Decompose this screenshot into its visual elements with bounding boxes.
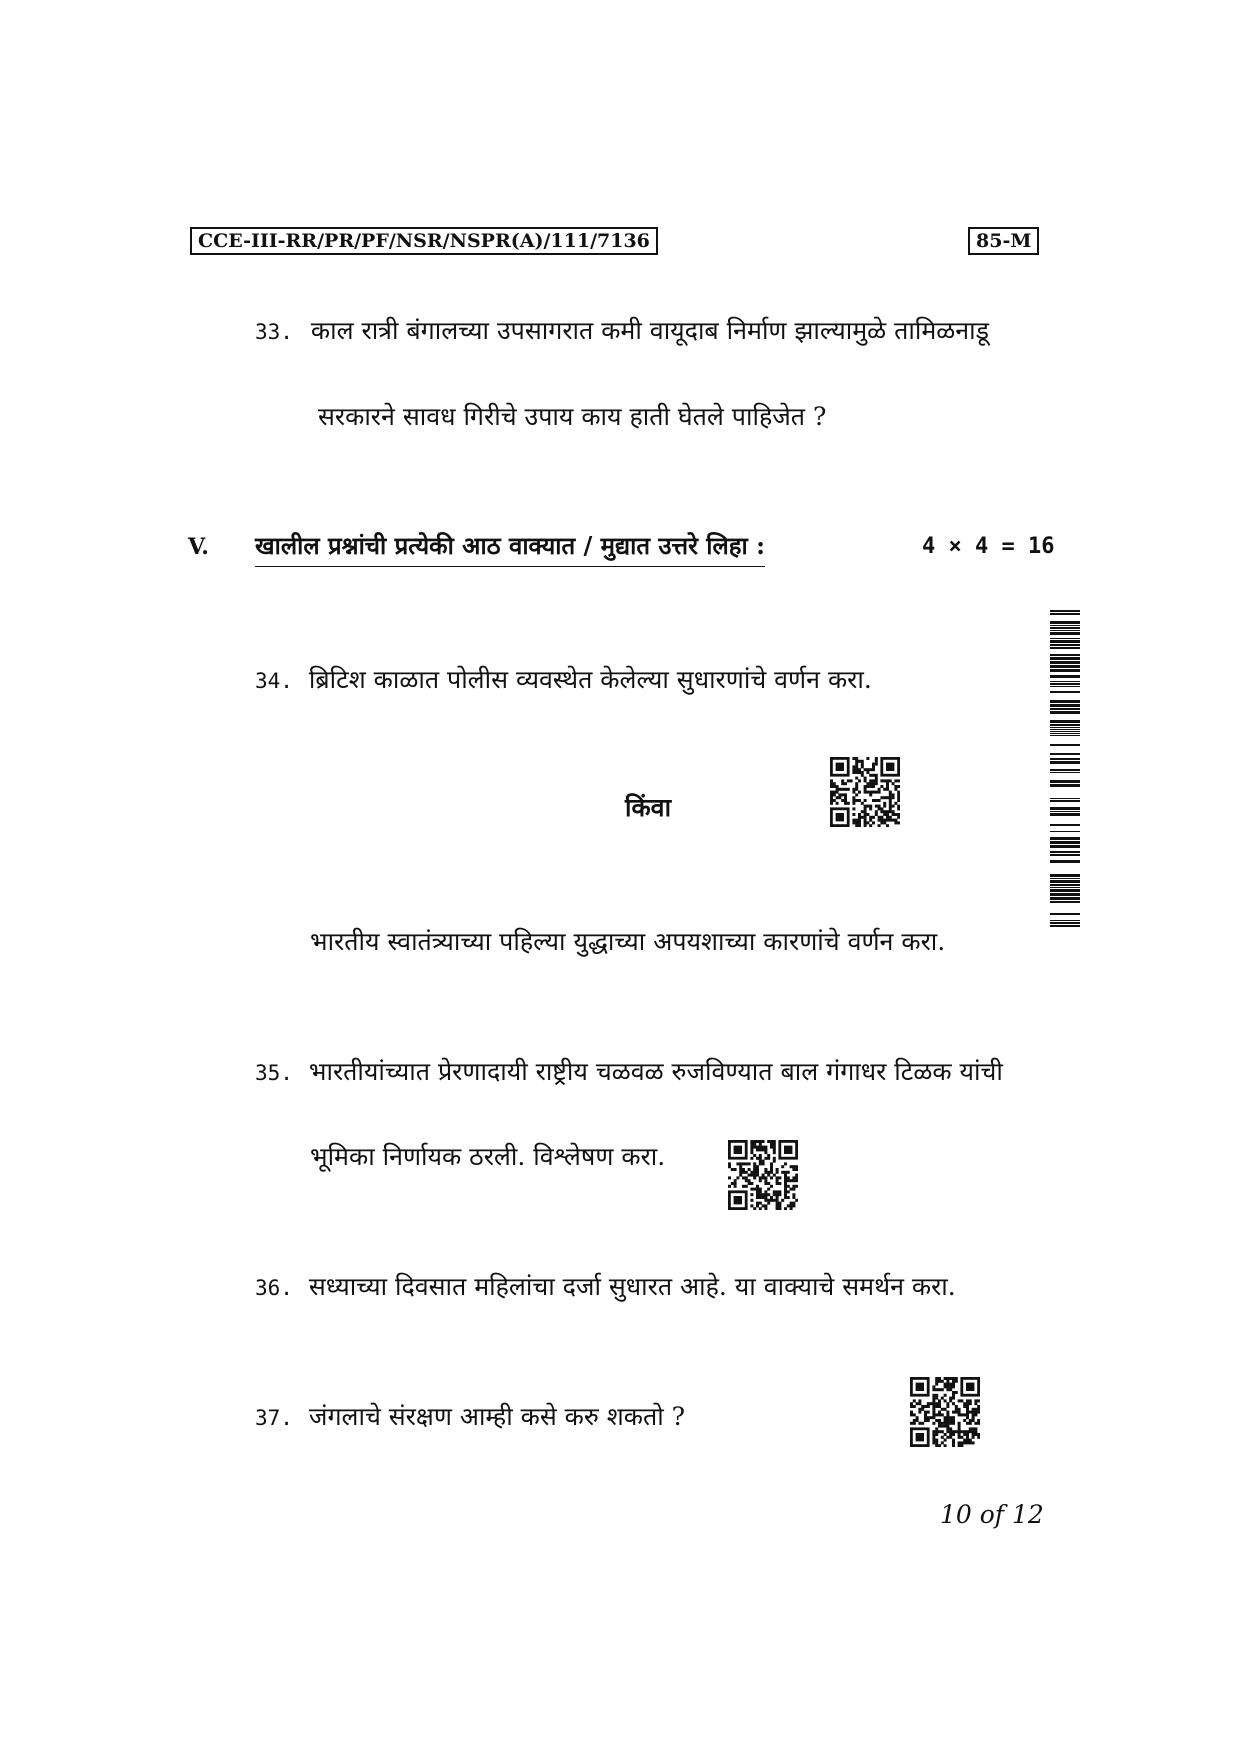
question-text-line1: भारतीयांच्यात प्रेरणादायी राष्ट्रीय चळवळ रुजविण्यात बाल गंगाधर टिळक यांची xyxy=(308,1057,1003,1086)
section-marks: 4 × 4 = 16 xyxy=(922,534,1055,559)
qr-code-graphic xyxy=(830,757,900,827)
question-33 xyxy=(255,314,989,349)
qr-code-graphic xyxy=(728,1140,798,1210)
paper-number: 85-M xyxy=(968,227,1039,255)
question-34 xyxy=(255,663,872,698)
question-number: 36. xyxy=(255,1276,293,1300)
qr-code xyxy=(910,1377,980,1447)
question-33-line2: सरकारने सावध गिरीचे उपाय काय हाती घेतले पाहिजेत ? xyxy=(318,402,827,431)
section-number: V. xyxy=(188,534,209,560)
question-text: सध्याच्या दिवसात महिलांचा दर्जा सुधारत आहे. या वाक्याचे समर्थन करा. xyxy=(308,1272,956,1301)
qr-code-graphic xyxy=(910,1377,980,1447)
page-number: 10 of 12 xyxy=(940,1500,1044,1529)
question-37 xyxy=(255,1400,685,1435)
question-text-line1: काल रात्री बंगालच्या उपसागरात कमी वायूदाब निर्माण झाल्यामुळे तामिळनाडू xyxy=(310,316,989,345)
question-36 xyxy=(255,1270,956,1305)
section-instruction: खालील प्रश्नांची प्रत्येकी आठ वाक्यात / मुद्यात उत्तरे लिहा : xyxy=(255,529,765,567)
question-text: जंगलाचे संरक्षण आम्ही कसे करु शकतो ? xyxy=(308,1402,686,1431)
question-number: 34. xyxy=(255,669,293,693)
paper-code: CCE-III-RR/PR/PF/NSR/NSPR(A)/111/7136 xyxy=(190,227,658,255)
or-separator: किंवा xyxy=(625,793,672,822)
question-35 xyxy=(255,1055,1003,1090)
barcode-graphic xyxy=(1050,610,1080,928)
barcode xyxy=(1050,610,1080,928)
question-number: 37. xyxy=(255,1406,293,1430)
qr-code xyxy=(830,757,900,827)
question-35-line2: भूमिका निर्णायक ठरली. विश्लेषण करा. xyxy=(310,1142,666,1171)
qr-code xyxy=(728,1140,798,1210)
question-34-alternative: भारतीय स्वातंत्र्याच्या पहिल्या युद्धाच्या अपयशाच्या कारणांचे वर्णन करा. xyxy=(310,927,946,956)
question-text: ब्रिटिश काळात पोलीस व्यवस्थेत केलेल्या सुधारणांचे वर्णन करा. xyxy=(308,665,872,694)
question-number: 35. xyxy=(255,1061,293,1085)
question-number: 33. xyxy=(255,320,293,344)
